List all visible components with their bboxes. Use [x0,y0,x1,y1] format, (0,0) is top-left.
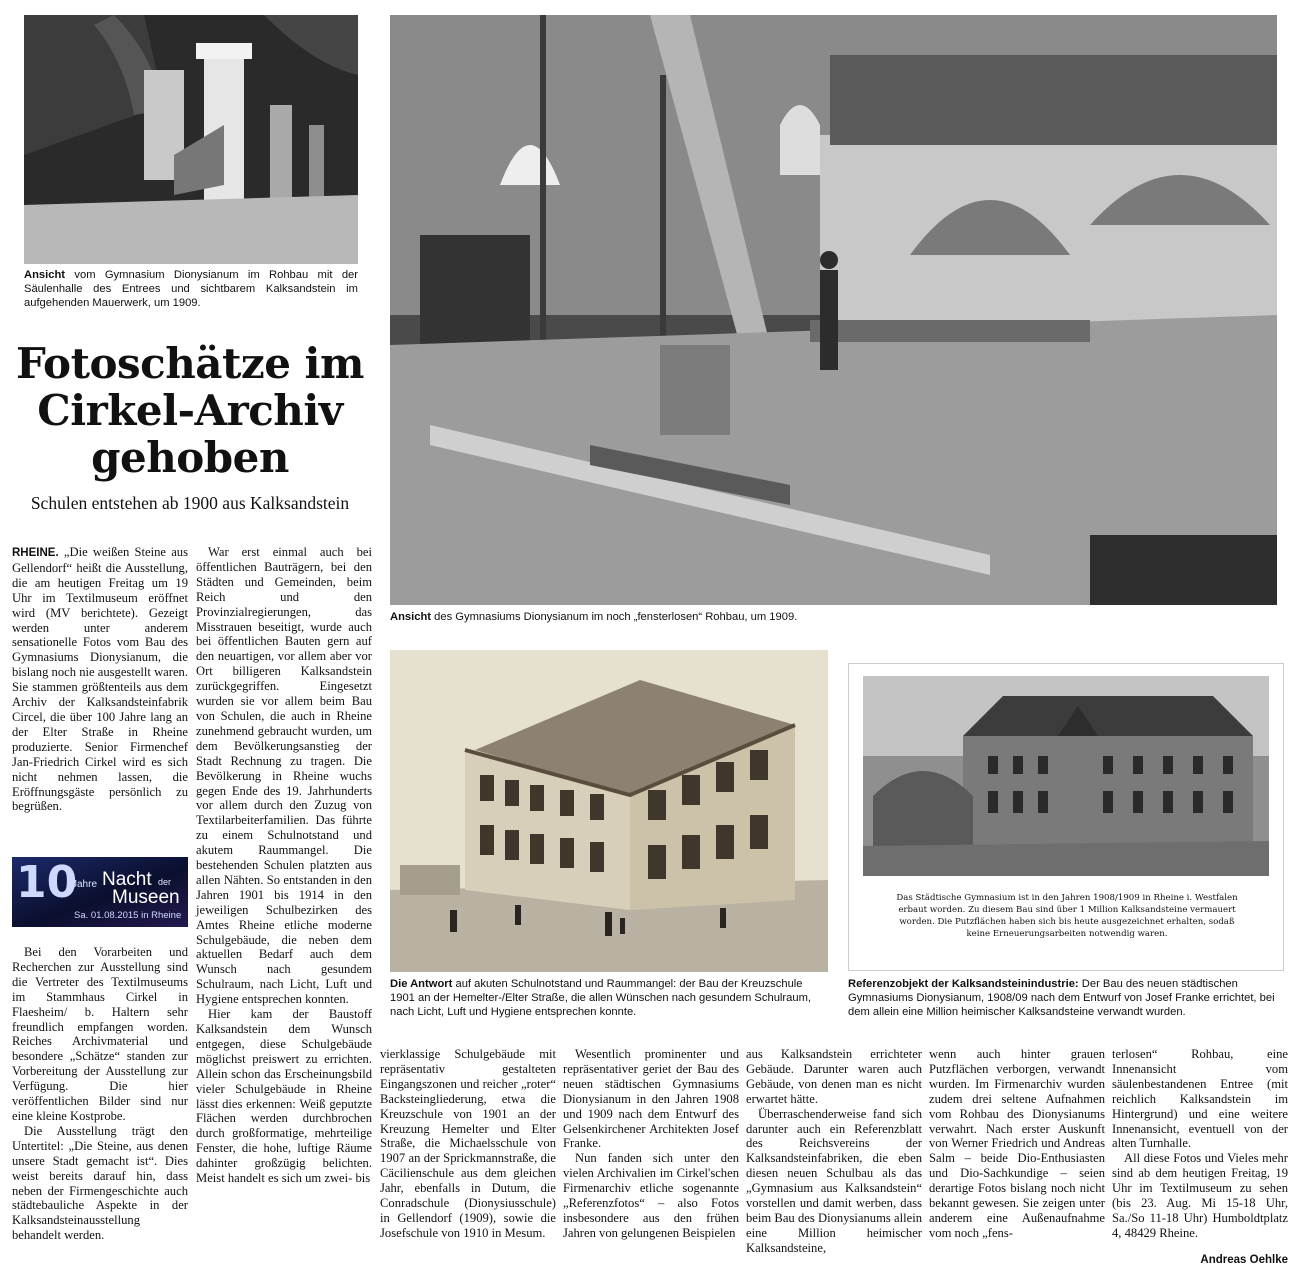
ad-date: Sa. 01.08.2015 in Rheine [74,910,182,921]
article-col-1b: Bei den Vorarbeiten und Recherchen zur Ausstellung sind die Vertreter des Textilmuseums im Stammhaus Cirkel in Flaesheim/ b. Haltern sehr freundlich empfangen worden. Reiches Archivmaterial und besondere „Schätze“ standen zur Vorbereitung der Ausstellung zur Verfügung. Die hier veröffentlichen Bilder sind nur eine kleine Kostprobe. Die Ausstellung trägt den Untertitel: „Die Steine, aus denen unsere Stadt gemacht ist“. Dies weist bereits darauf hin, dass neben der Firmengeschichte auch städtebauliche Aspekte in der Kalksandsteinausstellung behandelt werden. [12,945,188,1243]
historic-caption: Das Städtische Gymnasium ist in den Jahren 1908/1909 in Rheine i. Westfalen erbaut worden. Zu diesem Bau sind über 1 Million Kalksandsteine vermauert worden. Die Putzflächen haben sich bis heute ausgezeichnet erhalten, sodaß keine Erneuerungsarbeiten notwendig waren. [896,893,1238,939]
ad-number: 10 [16,857,78,908]
article-col-7: terlosen“ Rohbau, eine Innenansicht vom säulenbestandenen Entree (mit reichlich Kalksandstein im Hintergrund) und eine weitere Innenansicht, eventuell von der alten Turnhalle. All diese Fotos und Vieles mehr sind ab dem heutigen Freitag, 19 Uhr im Textilmuseum zu sehen (bis 23. Aug. Mi 15-18 Uhr, Sa./So 11-18 Uhr) Humboldtplatz 4, 48429 Rheine. [1112,1047,1288,1240]
photo-column-hall [24,15,358,264]
caption-photo2: Ansicht des Gymnasiums Dionysianum im noch „fensterlosen“ Rohbau, um 1909. [390,611,798,623]
subtitle: Schulen entstehen ab 1900 aus Kalksandstein [30,493,350,513]
headline [10,340,370,514]
caption-photo4: Referenzobjekt der Kalksandsteinindustrie: Der Bau des neuen städtischen Gymnasiums Dionysianum, 1908/09 nach dem Entwurf von Josef Franke errichtet, bei dem allein eine Million heimischer Kalksandsteine verwandt wurden. [848,978,1275,1018]
photo-kreuzschule [390,650,828,972]
photo-gymnasium-reference [848,663,1284,971]
headline-line-1: Fotoschätze im [16,339,364,388]
ad-title-1: Nacht [102,869,152,890]
author-byline: Andreas Oehlke [1200,1254,1288,1266]
article-col-6: wenn auch hinter grauen Putzflächen verborgen, verwandt wurden. Im Firmenarchiv wurden zudem drei seltene Aufnahmen vom Rohbau des Dionysianums verwahrt. Nach erster Auskunft von Werner Friedrich und Andreas Salm – beide Dio-Enthusiasten und Dio-Sachkundige – seien derartige Fotos bislang noch nicht bekannt gewesen. Sie zeigen unter anderem eine Außenaufnahme vom noch „fens- [929,1047,1105,1240]
caption-photo1: Ansicht vom Gymnasium Dionysianum im Rohbau mit der Säulenhalle des Entrees und sichtbarem Kalksandstein im aufgehenden Mauerwerk, um 1909. [24,269,358,309]
ad-der: der [158,877,172,887]
article-col-2: War erst einmal auch bei öffentlichen Bauträgern, bei den Städten und Gemeinden, beim Reich und den Provinzialregierungen, das Misstrauen beseitigt, wurde auch bei öffentlichen Bauten gern auf den neuartigen, vor allem aber vor Ort billigeren Kalksandstein zurückgegriffen. Eingesetzt wurden sie vor allem beim Bau von Schulen, die auch in Rheine zunehmend gebraucht wurden, um dem Bevölkerungsanstieg der Stadt Rechnung zu tragen. Die Bevölkerung in Rheine wuchs gegen Ende des 19. Jahrhunderts vor allem durch den Zuzug von Textilarbeiterfamilien. Das führte zu einem Schulnotstand und akutem Raummangel. Die bestehenden Schulen platzten aus allen Nähten. So entstanden in den Jahren 1901 bis 1914 in den jeweiligen Schulbezirken des Amtes Rheine etliche moderne Schulgebäude, die neben dem aktuellen Bedarf auch dem Wunsch nach gesundem Schulraum, nach Licht, Luft und Hygiene entsprechen konnten. Hier kam der Baustoff Kalksandstein dem Wunsch entgegen, diese Schulgebäude möglichst preiswert zu errichten. Allein schon das Erscheinungsbild vieler Schulgebäude in Rheine lässt dies erkennen: Weiß geputzte Flächen werden durchbrochen durch großformatige, mehrteilige Fenster, die hohe, luftige Räume dahinter großzügig belichten. Meist handelt es sich um zwei- bis [196,545,372,1186]
headline-line-3: gehoben [91,433,289,482]
ad-jahre: Jahre [72,879,98,890]
ad-nacht-der-museen[interactable] [12,857,188,927]
article-col-1a: RHEINE. „Die weißen Steine aus Gellendorf“ heißt die Ausstellung, die am heutigen Freitag um 19 Uhr im Textilmuseum eröffnet wird (MV berichtete). Gezeigt werden unter anderem sensationelle Fotos vom Bau des Gymnasiums Dionysianum, die bislang noch nie ausgestellt waren. Sie stammen größtenteils aus dem Archiv der Kalksandsteinfabrik Circel, die über 100 Jahre lang an der Elter Straße in Rheine produzierte. Senior Firmenchef Jan-Friedrich Cirkel wird es sich nicht nehmen lassen, die Eröffnungsgäste persönlich zu begrüßen. [12,545,188,814]
caption-photo3: Die Antwort auf akuten Schulnotstand und Raummangel: der Bau der Kreuzschule 1901 an der Hemelter-/Elter Straße, die allen Wünschen nach gesundem Schulraum, nach Licht, Luft und Hygiene entsprechen konnte. [390,978,811,1018]
article-col-4: Wesentlich prominenter und repräsentativer geriet der Bau des neuen städtischen Gymnasiums Dionysianum in den Jahren 1908 und 1909 nach dem Entwurf des Gelsenkirchener Architekten Josef Franke. Nun fanden sich unter den vielen Archivalien im Cirkel'schen Firmenarchiv etliche sogenannte „Referenzfotos“ – also Fotos insbesondere aus den frühen Jahren von gelungenen Beispielen [563,1047,739,1240]
article-col-5: aus Kalksandstein errichteter Gebäude. Darunter waren auch Gebäude, von denen man es nicht erwartet hätte. Überraschenderweise fand sich darunter auch ein Referenzblatt des Reichsvereins der Kalksandsteinfabriken, die eben diesen neuen Schulbau als das „Gymnasium aus Kalksandstein“ vorstellen und damit werben, dass beim Bau des Dionysianums allein eine Million heimischer Kalksandsteine, [746,1047,922,1255]
headline-line-2: Cirkel-Archiv [37,386,343,435]
photo-raw-building-interior [390,15,1277,605]
ad-title-2: Museen [112,887,180,908]
article-col-3: vierklassige Schulgebäude mit repräsentativ gestalteten Eingangszonen und reicher „roter“ Backsteingliederung, etwa die Kreuzschule von 1901 an der Kreuzung Hemelter und Elter Straße, die Michaelsschule von 1907 an der Sprickmannstraße, die Cäcilienschule aus dem gleichen Jahr, ebenfalls in Dutum, die Conradschule (Dionysiusschule) in Gellendorf (1909), sowie die Josefschule von 1910 in Mesum. [380,1047,556,1240]
